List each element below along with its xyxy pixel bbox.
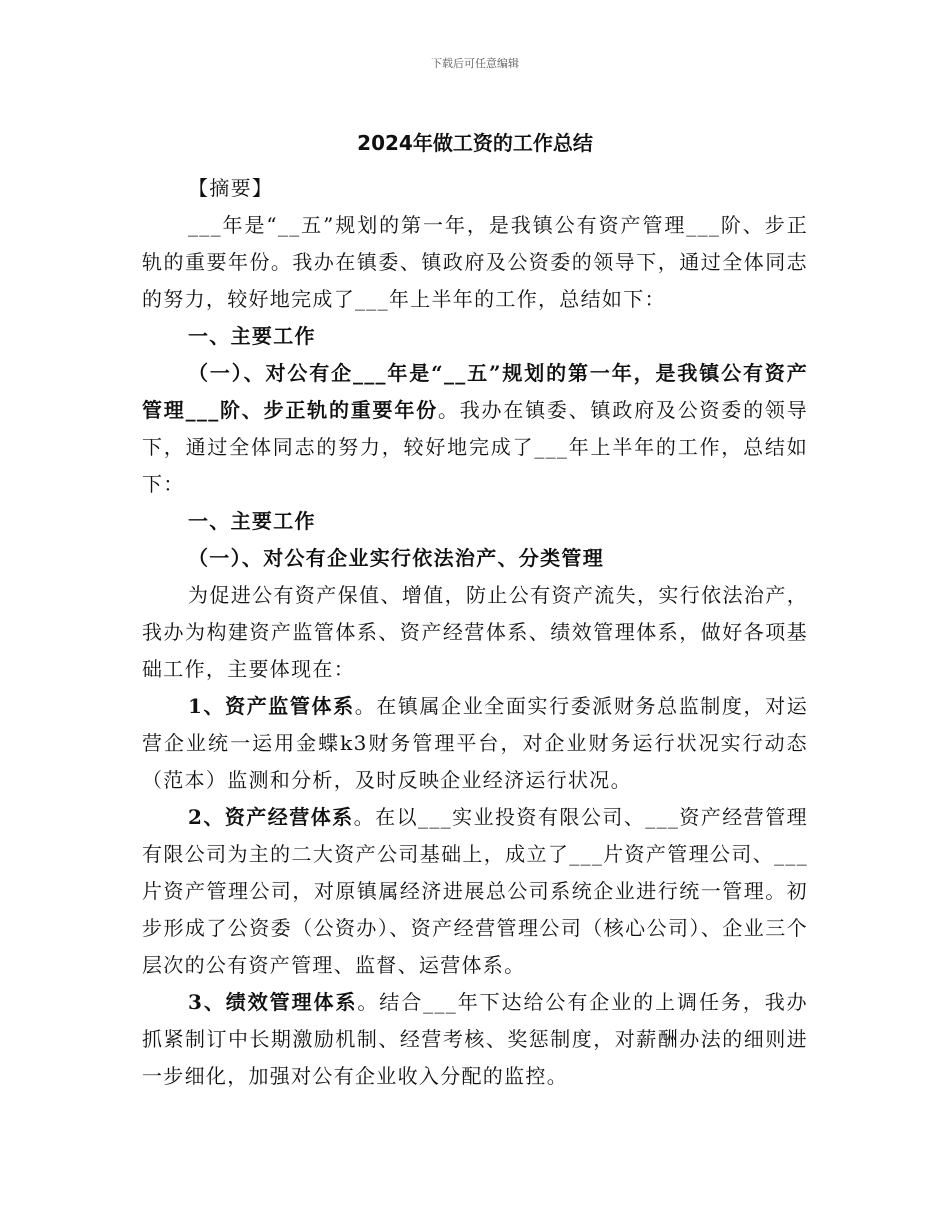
list-item-3 <box>142 984 808 1095</box>
list-item-2-text: 。在以___实业投资有限公司、___资产经营管理有限公司为主的二大资产公司基础上，成立了___片资产管理公司、___片资产管理公司，对原镇属经济进展总公司系统企业进行统一管理。初步形成了公资委（公资办）、资产经营管理公司（核心公司）、企业三个层次的公有资产管理、监督、运营体系。 <box>142 805 808 977</box>
document-body <box>142 170 808 1095</box>
paragraph-repeat-text: 。我办在镇委、镇政府及公资委的领导下，通过全体同志的努力，较好地完成了___年上半年的工作，总结如下： <box>142 398 808 496</box>
paragraph-repeat <box>142 355 808 503</box>
list-item-2 <box>142 799 808 984</box>
paragraph-intro: ___年是“__五”规划的第一年，是我镇公有资产管理___阶、步正轨的重要年份。我办在镇委、镇政府及公资委的领导下，通过全体同志的努力，较好地完成了___年上半年的工作，总结如下： <box>142 213 808 311</box>
paragraph-overview: 为促进公有资产保值、增值，防止公有资产流失，实行依法治产，我办为构建资产监管体系、资产经营体系、绩效管理体系，做好各项基础工作，主要体现在： <box>142 583 808 681</box>
page-header-note: 下载后可任意编辑 <box>431 57 519 70</box>
list-item-1-title: 1、资产监管体系 <box>188 694 355 718</box>
subsection-heading: （一）、对公有企业实行依法治产、分类管理 <box>188 546 604 570</box>
page-title: 2024年做工资的工作总结 <box>357 131 593 155</box>
list-item-3-title: 3、绩效管理体系 <box>188 990 358 1014</box>
list-item-2-title: 2、资产经营体系 <box>188 805 354 829</box>
list-item-1-text: 。在镇属企业全面实行委派财务总监制度，对运营企业统一运用金蝶k3财务管理平台，对企业财务运行状况实行动态（范本）监测和分析，及时反映企业经济运行状况。 <box>142 694 808 792</box>
paragraph-repeat-bold: （一）、对公有企___年是“__五”规划的第一年，是我镇公有资产管理___阶、步正轨的重要年份 <box>142 361 808 422</box>
section-heading-main-work: 一、主要工作 <box>188 324 316 348</box>
section-heading-main-work-2: 一、主要工作 <box>188 509 316 533</box>
list-item-3-text: 。结合___年下达给公有企业的上调任务，我办抓紧制订中长期激励机制、经营考核、奖惩制度，对薪酬办法的细则进一步细化，加强对公有企业收入分配的监控。 <box>142 990 808 1088</box>
abstract-label: 【摘要】 <box>188 176 274 200</box>
list-item-1 <box>142 688 808 799</box>
